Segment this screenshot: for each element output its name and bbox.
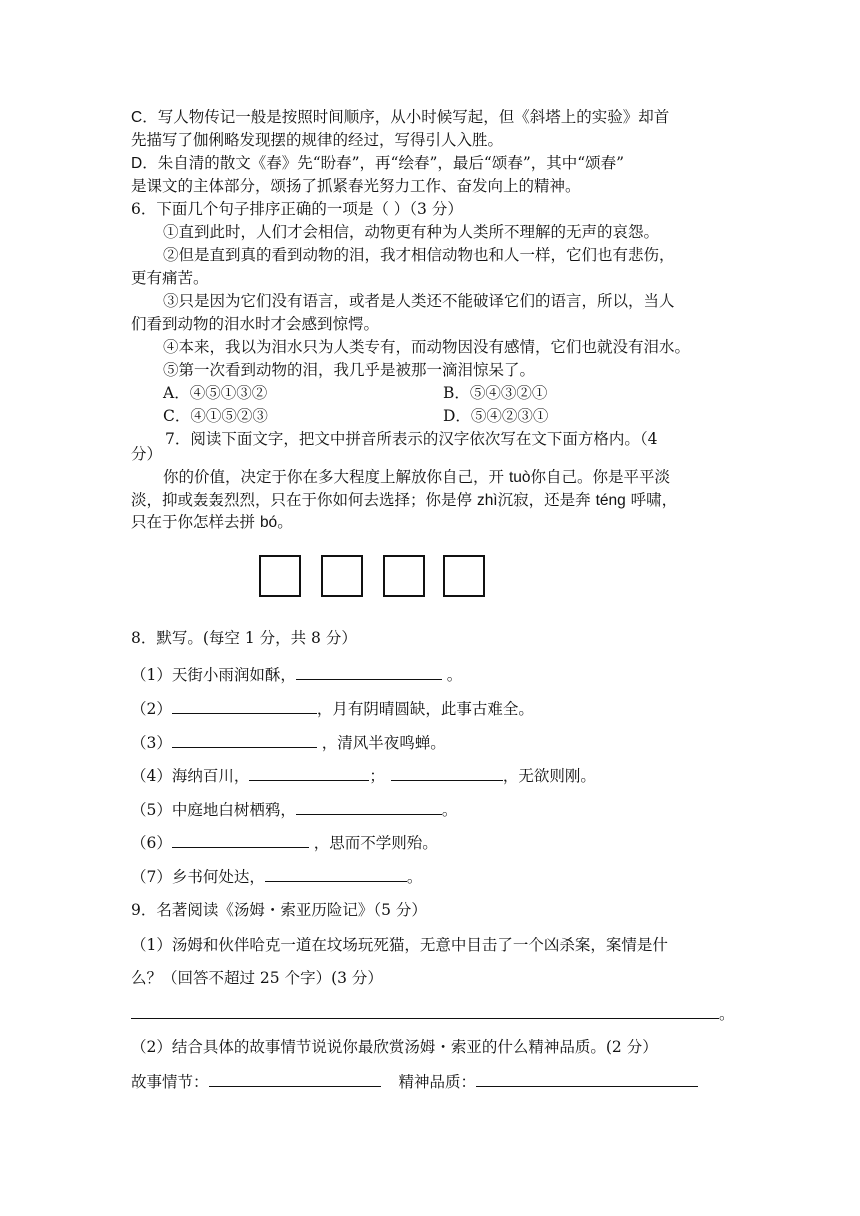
q6-option-b[interactable]: B．⑤④③②① [443,384,548,402]
q8-item-7: （7）乡书何处达， 。 [131,868,423,886]
quality-label: 精神品质： [398,1073,477,1091]
story-label: 故事情节： [131,1073,209,1091]
q8-blank-4a[interactable] [249,765,369,781]
q7-passage-line1: 你的价值，决定于你在多大程度上解放你自己，开 tuò你自己。你是平平淡 [163,468,671,486]
q6-sentence-3a: ③只是因为它们没有语言，或者是人类还不能破译它们的语言，所以，当人 [163,292,675,310]
answer-box-3[interactable] [383,555,425,597]
q9-answer-row [131,1071,698,1092]
q6-sentence-2a: ②但是直到真的看到动物的泪，我才相信动物也和人一样，它们也有悲伤， [163,246,675,264]
pinyin-tuo: tuò [508,469,531,486]
q7-stem-line1: 7．阅读下面文字，把文中拼音所表示的汉字依次写在文下面方格内。（4 [165,430,658,448]
story-blank[interactable] [209,1071,381,1087]
option-c-line1: C．写人物传记一般是按照时间顺序，从小时候写起，但《斜塔上的实验》却首 [131,108,670,126]
q6-sentence-2b: 更有痛苦。 [131,269,209,287]
q9-answer-period: 。 [719,1005,735,1023]
pinyin-bo: bó [259,514,278,531]
option-d-line2: 是课文的主体部分，颂扬了抓紧春光努力工作、奋发向上的精神。 [131,177,581,195]
q8-blank-6[interactable] [172,832,309,848]
q8-item-1: （1）天街小雨润如酥， 。 [131,666,463,684]
q9-part1-line2: 么？（回答不超过 25 个字）(3 分） [131,969,383,987]
q7-passage-line2: 淡，抑或轰轰烈烈，只在于你如何去选择；你是停 zhì沉寂，还是奔 téng 呼啸， [131,491,678,509]
q8-item-5: （5）中庭地白树栖鸦， 。 [131,801,458,819]
q6-stem: 6．下面几个句子排序正确的一项是（ ）（3 分） [131,200,463,218]
q6-sentence-3b: 们看到动物的泪水时才会感到惊愕。 [131,315,380,333]
q7-passage-line3: 只在于你怎样去拼 bó。 [131,513,293,531]
q6-option-d[interactable]: D．⑤④②③① [443,407,549,425]
q7-stem-line2: 分） [131,445,163,463]
option-d-letter: D [131,155,143,172]
pinyin-teng: téng [595,492,626,509]
q8-blank-5[interactable] [296,799,442,815]
option-d-line1: D．朱自清的散文《春》先“盼春”，再“绘春”，最后“颂春”，其中“颂春” [131,154,625,172]
q8-item-6: （6） ，思而不学则殆。 [131,834,438,852]
answer-box-1[interactable] [259,555,301,597]
q8-item-4: （4）海纳百川， ； ，无欲则刚。 [131,767,596,785]
q6-sentence-1: ①直到此时，人们才会相信，动物更有种为人类所不理解的无声的哀怨。 [163,223,660,241]
q8-blank-4b[interactable] [391,765,503,781]
option-c-letter: C [131,109,143,126]
q9-stem: 9．名著阅读《汤姆・索亚历险记》（5 分） [131,901,427,919]
q8-blank-1[interactable] [296,664,442,680]
answer-box-2[interactable] [321,555,363,597]
pinyin-zhi: zhì [476,492,498,509]
q8-blank-3[interactable] [172,732,317,748]
q9-part1-line1: （1）汤姆和伙伴哈克一道在坟场玩死猫，无意中目击了一个凶杀案，案情是什 [131,936,668,954]
q6-option-c[interactable]: C．④①⑤②③ [163,407,268,425]
answer-box-4[interactable] [443,555,485,597]
q9-part2: （2）结合具体的故事情节说说你最欣赏汤姆・索亚的什么精神品质。(2 分） [131,1038,658,1056]
q8-blank-2[interactable] [172,698,317,714]
q9-answer-line-1[interactable] [131,1018,719,1019]
q8-item-3: （3） ，清风半夜鸣蝉。 [131,734,446,752]
q6-sentence-5: ⑤第一次看到动物的泪，我几乎是被那一滴泪惊呆了。 [163,361,536,379]
q8-item-2: （2） ，月有阴晴圆缺，此事古难全。 [131,700,534,718]
q6-option-a[interactable]: A．④⑤①③② [163,384,268,402]
q8-stem: 8．默写。(每空 1 分，共 8 分） [131,629,357,647]
quality-blank[interactable] [476,1071,698,1087]
option-c-line2: 先描写了伽俐略发现摆的规律的经过，写得引人入胜。 [131,131,504,149]
q8-blank-7[interactable] [265,866,407,882]
q6-sentence-4: ④本来，我以为泪水只为人类专有，而动物因没有感情，它们也就没有泪水。 [163,338,691,356]
